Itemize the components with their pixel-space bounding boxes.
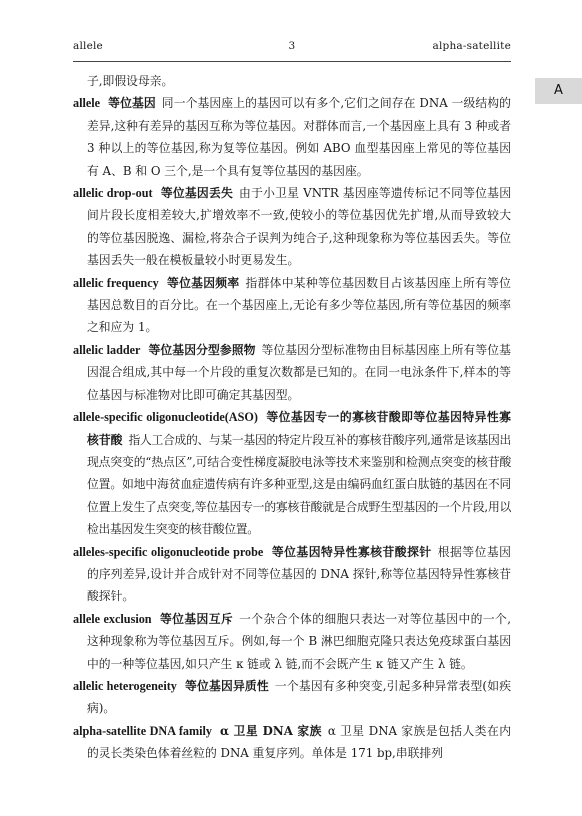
entry-term: allele exclusion	[73, 611, 152, 626]
entry-definition: 一个杂合个体的细胞只表达一对等位基因中的一个,这种现象称为等位基因互斥。例如,每一个 B 淋巴细胞克隆只表达免疫球蛋白基因中的一种等位基因,如只产生 κ 链或 λ 链,而不会既产生 κ 链又产生 λ 链。	[87, 611, 511, 671]
entry-allelic-drop-out	[73, 182, 511, 272]
section-thumb-tab: A	[535, 78, 582, 104]
entry-allelic-frequency	[73, 272, 511, 339]
entry-chinese-term: 等位基因专一的寡核苷酸即等位基因特异性寡核苷酸	[87, 410, 511, 447]
entry-chinese-term: 等位基因丢失	[160, 186, 234, 201]
running-header	[73, 40, 511, 58]
entry-chinese-term: α 卫星 DNA 家族	[220, 723, 322, 738]
entry-definition: 一个基因有多种突变,引起多种异常表型(如疾病)。	[87, 678, 511, 716]
entry-continuation	[73, 70, 511, 92]
entry-allele-specific-oligonucleotide	[73, 406, 511, 540]
entry-allelic-heterogeneity	[73, 675, 511, 720]
header-left-guideword: allele	[73, 40, 103, 52]
entry-definition: 由于小卫星 VNTR 基因座等遗传标记不同等位基因间片段长度相差较大,扩增效率不一致,使较小的等位基因优先扩增,从而导致较大的等位基因脱逸、漏检,将杂合子误判为纯合子,这种现象称为等位基因丢失。等位基因丢失一般在模板量较小时更易发生。	[87, 186, 511, 268]
entry-allelic-ladder	[73, 339, 511, 406]
entry-definition: 指群体中某种等位基因数目占该基因座上所有等位基因总数目的百分比。在一个基因座上,无论有多少等位基因,所有等位基因的频率之和应为 1。	[87, 275, 511, 335]
header-rule	[73, 61, 511, 62]
entry-definition: 指人工合成的、与某一基因的特定片段互补的寡核苷酸序列,通常是该基因出现点突变的“热点区”,可结合变性梯度凝胶电泳等技术来鉴别和检测点突变的核苷酸位置。如地中海贫血症遗传病有许多种亚型,这是由编码血红蛋白肽链的基因在不同位置上发生了点突变,等位基因专一的寡核苷酸就是合成野生型基因的一个片段,用以检出基因发生突变的核苷酸位置。	[87, 432, 511, 537]
entry-definition: α 卫星 DNA 家族是包括人类在内的灵长类染色体着丝粒的 DNA 重复序列。单体是 171 bp,串联排列	[87, 723, 511, 761]
page-number: 3	[288, 40, 296, 52]
entry-chinese-term: 等位基因异质性	[184, 678, 269, 693]
entry-chinese-term: 等位基因频率	[166, 275, 240, 290]
entry-term: allelic ladder	[73, 342, 141, 357]
entry-term: allelic frequency	[73, 275, 159, 290]
entry-term: allelic drop-out	[73, 186, 153, 201]
entry-term: allele	[73, 96, 101, 111]
header-right-guideword: alpha-satellite	[432, 40, 511, 52]
entry-definition: 同一个基因座上的基因可以有多个,它们之间存在 DNA 一级结构的差异,这种有差异的基因互称为等位基因。对群体而言,一个基因座上具有 3 种或者 3 种以上的等位基因,称为复等位基因。例如 ABO 血型基因座上常见的等位基因有 A、B 和 O 三个,是一个具有复等位基因的基因座。	[87, 96, 511, 178]
entry-term: allelic heterogeneity	[73, 678, 177, 693]
entry-chinese-term: 等位基因特异性寡核苷酸探针	[271, 544, 432, 559]
entry-definition: 子,即假设母亲。	[87, 74, 174, 88]
entry-definition: 等位基因分型标准物由目标基因座上所有等位基因混合组成,其中每一个片段的重复次数都是已知的。在同一电泳条件下,样本的等位基因与标准物对比即可确定其基因型。	[87, 342, 511, 402]
entry-allele-exclusion	[73, 608, 511, 675]
entry-allele	[73, 92, 511, 182]
dictionary-body	[73, 70, 511, 765]
entry-term: alpha-satellite DNA family	[73, 723, 213, 738]
entry-alleles-specific-oligonucleotide-probe	[73, 541, 511, 608]
entry-alpha-satellite-dna-family	[73, 720, 511, 765]
entry-chinese-term: 等位基因互斥	[159, 611, 234, 626]
entry-term: alleles-specific oligonucleotide probe	[73, 544, 264, 559]
entry-term: allele-specific oligonucleotide(ASO)	[73, 410, 258, 425]
entry-definition: 根据等位基因的序列差异,设计并合成针对不同等位基因的 DNA 探针,称等位基因特异性寡核苷酸探针。	[87, 544, 511, 604]
entry-chinese-term: 等位基因分型参照物	[148, 342, 256, 357]
entry-chinese-term: 等位基因	[108, 96, 156, 111]
